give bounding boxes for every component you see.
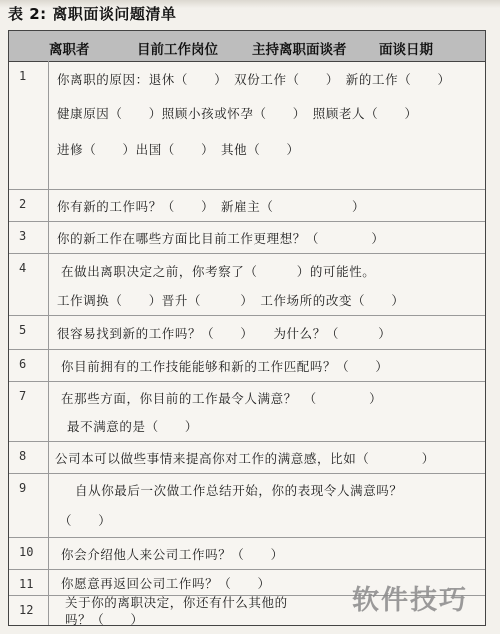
question-line: 进修（ ）出国（ ） 其他（ ） bbox=[57, 142, 300, 157]
row-number: 4 bbox=[9, 253, 49, 315]
table-header bbox=[9, 31, 485, 62]
question-line: 在那些方面，你目前的工作最令人满意？ （ ） bbox=[61, 391, 383, 406]
table-row bbox=[9, 473, 485, 538]
watermark-text: 软件技巧 bbox=[352, 585, 468, 616]
question-line: 健康原因（ ）照顾小孩或怀孕（ ） 照顾老人（ ） bbox=[57, 106, 418, 121]
row-number: 9 bbox=[9, 473, 49, 537]
header-current-position: 目前工作岗位 bbox=[137, 42, 218, 58]
question-line: （ ） bbox=[59, 513, 112, 528]
table-row bbox=[9, 189, 485, 222]
table-row bbox=[9, 253, 485, 316]
question-line: 自从你最后一次做工作总结开始，你的表现令人满意吗？ bbox=[75, 483, 403, 498]
table-row bbox=[9, 441, 485, 474]
table-title: 表 2: 离职面谈问题清单 bbox=[8, 5, 177, 23]
question-line: 关于你的离职决定，你还有什么其他的 bbox=[65, 595, 288, 610]
table-row bbox=[9, 381, 485, 442]
row-number: 12 bbox=[9, 595, 49, 625]
question-line: 最不满意的是（ ） bbox=[67, 419, 199, 434]
row-number: 11 bbox=[9, 569, 49, 595]
table-row bbox=[9, 537, 485, 570]
exit-interview-table bbox=[8, 30, 486, 626]
question-line: 你会介绍他人来公司工作吗？（ ） bbox=[61, 547, 284, 562]
question-line: 吗？（ ） bbox=[65, 612, 144, 627]
question-line: 你愿意再返回公司工作吗？（ ） bbox=[61, 576, 271, 591]
question-line: 你有新的工作吗？（ ） 新雇主（ ） bbox=[57, 199, 366, 214]
row-number: 2 bbox=[9, 189, 49, 221]
row-number: 10 bbox=[9, 537, 49, 569]
row-number: 3 bbox=[9, 221, 49, 253]
header-leaver: 离职者 bbox=[49, 42, 90, 58]
question-line: 在做出离职决定之前，你考察了（ ）的可能性。 bbox=[61, 264, 376, 279]
table-row bbox=[9, 349, 485, 382]
table-row bbox=[9, 221, 485, 254]
question-line: 你目前拥有的工作技能能够和新的工作匹配吗？（ ） bbox=[61, 359, 389, 374]
row-number: 7 bbox=[9, 381, 49, 441]
header-interviewer: 主持离职面谈者 bbox=[252, 42, 347, 58]
row-number: 8 bbox=[9, 441, 49, 473]
table-row bbox=[9, 315, 485, 350]
question-line: 公司本可以做些事情来提高你对工作的满意感，比如（ ） bbox=[55, 451, 435, 466]
row-number: 1 bbox=[9, 61, 49, 189]
table-row bbox=[9, 61, 485, 190]
question-line: 你离职的原因：退休（ ） 双份工作（ ） 新的工作（ ） bbox=[57, 72, 451, 87]
question-line: 很容易找到新的工作吗？（ ） 为什么？（ ） bbox=[57, 326, 392, 341]
question-line: 工作调换（ ）晋升（ ） 工作场所的改变（ ） bbox=[57, 293, 405, 308]
row-number: 6 bbox=[9, 349, 49, 381]
header-interview-date: 面谈日期 bbox=[379, 42, 433, 58]
question-line: 你的新工作在哪些方面比目前工作更理想？（ ） bbox=[57, 231, 385, 246]
row-number: 5 bbox=[9, 315, 49, 349]
